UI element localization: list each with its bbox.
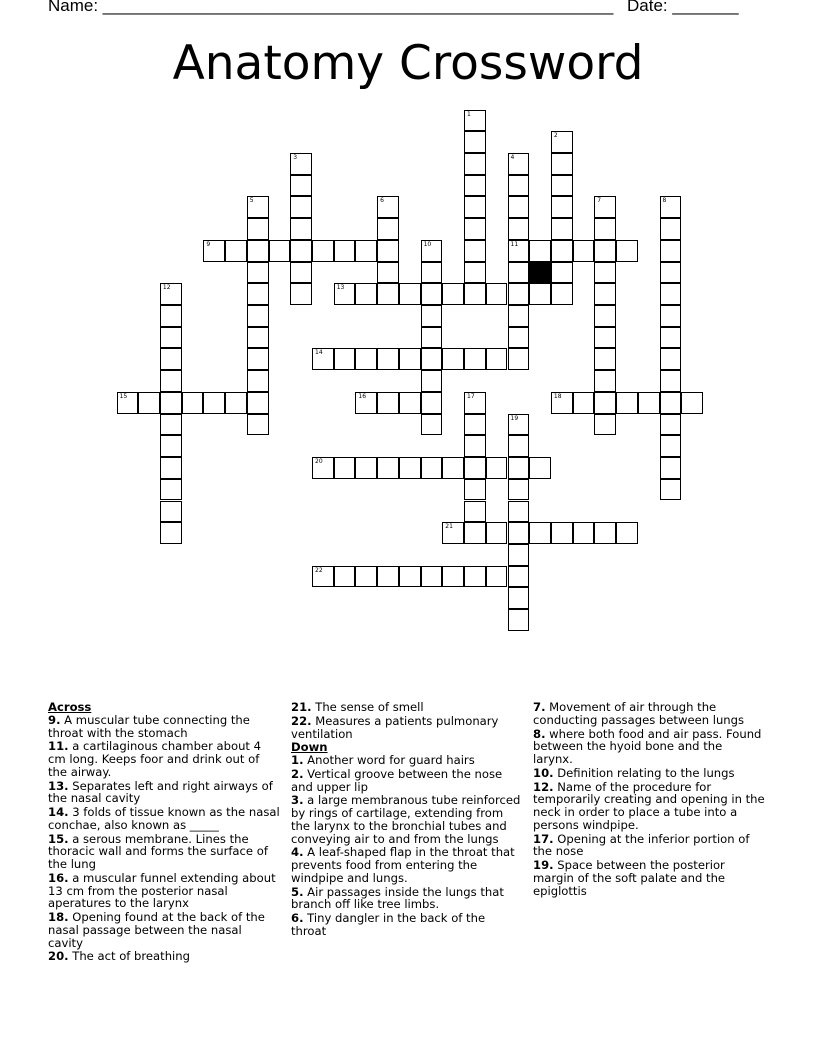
grid-square[interactable] — [594, 414, 616, 436]
grid-square[interactable] — [312, 348, 334, 370]
grid-square[interactable] — [203, 240, 225, 262]
grid-square[interactable] — [138, 392, 160, 414]
clue-item — [533, 781, 765, 832]
grid-square[interactable] — [594, 240, 616, 262]
grid-square[interactable] — [660, 305, 682, 327]
clue-item — [291, 701, 523, 714]
clue-item — [533, 859, 765, 897]
clue-number: 19. — [533, 858, 554, 872]
grid-square[interactable] — [421, 348, 443, 370]
grid-square[interactable] — [508, 587, 530, 609]
clue-text: Air passages inside the lungs that branch off like tree limbs. — [291, 884, 504, 912]
grid-square[interactable] — [660, 414, 682, 436]
clue-number: 3. — [291, 793, 304, 808]
grid-square[interactable] — [247, 218, 269, 240]
grid-square[interactable] — [290, 175, 312, 197]
clue-text: Vertical groove between the nose and upper lip — [291, 766, 503, 794]
grid-square[interactable] — [594, 218, 616, 240]
clue-text: Opening at the inferior portion of the nose — [533, 831, 750, 859]
grid-square[interactable] — [594, 522, 616, 544]
grid-square[interactable] — [160, 414, 182, 436]
grid-square[interactable] — [334, 283, 356, 305]
clue-column-2 — [291, 701, 523, 939]
grid-square[interactable] — [160, 457, 182, 479]
clue-item — [48, 911, 280, 949]
clue-item — [291, 846, 523, 884]
down-heading: Down — [291, 740, 328, 755]
clue-text: Name of the procedure for temporarily creating and opening in the neck in order to place a tube into a persons windpipe. — [533, 779, 765, 832]
clue-text: The act of breathing — [68, 949, 190, 964]
grid-square[interactable] — [464, 457, 486, 479]
grid-square[interactable] — [290, 153, 312, 175]
clue-number: 5. — [291, 884, 304, 899]
grid-square[interactable] — [508, 457, 530, 479]
clue-number: 11. — [48, 739, 69, 754]
grid-square[interactable] — [421, 370, 443, 392]
grid-square[interactable] — [377, 196, 399, 218]
clue-text: A leaf-shaped flap in the throat that prevents food from entering the windpipe and lungs. — [291, 845, 515, 885]
grid-square[interactable] — [508, 175, 530, 197]
grid-square[interactable] — [660, 218, 682, 240]
clue-text: a cartilaginous chamber about 4 cm long. Keeps foor and drink out of the airway. — [48, 739, 262, 779]
clue-number-label: 14 — [315, 349, 323, 357]
grid-square[interactable] — [551, 392, 573, 414]
grid-square[interactable] — [160, 522, 182, 544]
clue-number-label: 15 — [119, 392, 128, 400]
grid-square[interactable] — [660, 457, 682, 479]
grid-square[interactable] — [442, 348, 464, 370]
grid-square[interactable] — [160, 479, 182, 501]
grid-square[interactable] — [508, 283, 530, 305]
grid-square[interactable] — [355, 283, 377, 305]
grid-square[interactable] — [334, 348, 356, 370]
grid-square[interactable] — [464, 240, 486, 262]
clue-number-label: 8 — [662, 197, 667, 205]
grid-square[interactable] — [399, 283, 421, 305]
grid-square[interactable] — [442, 457, 464, 479]
clue-number: 16. — [48, 870, 69, 885]
grid-square[interactable] — [660, 348, 682, 370]
grid-square[interactable] — [508, 327, 530, 349]
grid-square[interactable] — [442, 522, 464, 544]
clue-number: 7. — [533, 700, 546, 714]
clue-item — [291, 768, 523, 794]
grid-square[interactable] — [508, 609, 530, 631]
clue-number-label: 7 — [597, 197, 602, 205]
clue-number-label: 6 — [380, 197, 384, 205]
grid-square[interactable] — [681, 392, 703, 414]
grid-square[interactable] — [508, 414, 530, 436]
grid-square[interactable] — [421, 327, 443, 349]
clue-text: where both food and air pass. Found between the hyoid bone and the larynx. — [533, 726, 762, 766]
grid-square[interactable] — [660, 435, 682, 457]
clue-number: 12. — [533, 779, 554, 794]
clue-number: 14. — [48, 805, 69, 819]
clue-text: 3 folds of tissue known as the nasal conchae, also known as _____ — [48, 805, 280, 832]
grid-square[interactable] — [486, 522, 508, 544]
grid-square[interactable] — [290, 262, 312, 284]
grid-square[interactable] — [334, 240, 356, 262]
grid-square[interactable] — [377, 348, 399, 370]
grid-square[interactable] — [290, 240, 312, 262]
grid-square[interactable] — [247, 327, 269, 349]
grid-square[interactable] — [486, 283, 508, 305]
grid-square[interactable] — [660, 240, 682, 262]
grid-square[interactable] — [551, 522, 573, 544]
clue-text: A muscular tube connecting the throat with the stomach — [48, 712, 250, 740]
grid-square[interactable] — [377, 262, 399, 284]
grid-square[interactable] — [508, 501, 530, 523]
grid-square[interactable] — [355, 392, 377, 414]
clue-item — [533, 833, 765, 859]
grid-square[interactable] — [442, 283, 464, 305]
grid-square[interactable] — [421, 566, 443, 588]
grid-square[interactable] — [464, 175, 486, 197]
clue-item — [48, 740, 280, 778]
clue-text: Measures a patients pulmonary ventilation — [291, 713, 499, 741]
grid-square[interactable] — [660, 392, 682, 414]
grid-square[interactable] — [464, 566, 486, 588]
clue-number: 4. — [291, 845, 304, 860]
grid-square[interactable] — [551, 131, 573, 153]
grid-square[interactable] — [290, 218, 312, 240]
grid-square[interactable] — [247, 414, 269, 436]
grid-square[interactable] — [464, 218, 486, 240]
grid-square[interactable] — [573, 392, 595, 414]
grid-square[interactable] — [247, 370, 269, 392]
grid-square[interactable] — [508, 348, 530, 370]
grid-square[interactable] — [616, 522, 638, 544]
clue-text: The sense of smell — [311, 700, 424, 714]
grid-square[interactable] — [160, 435, 182, 457]
grid-square[interactable] — [573, 522, 595, 544]
clue-number-label: 11 — [510, 240, 519, 248]
clue-item — [48, 780, 280, 806]
grid-square[interactable] — [355, 348, 377, 370]
clue-column-1 — [48, 701, 280, 964]
grid-square[interactable] — [312, 457, 334, 479]
grid-square[interactable] — [312, 240, 334, 262]
grid-square[interactable] — [464, 501, 486, 523]
name-field[interactable]: Name: ______________________________________________________ — [48, 0, 614, 15]
clue-number-label: 21 — [445, 523, 453, 531]
grid-square[interactable] — [594, 370, 616, 392]
grid-square[interactable] — [464, 153, 486, 175]
grid-square[interactable] — [464, 131, 486, 153]
clue-number-label: 22 — [315, 566, 323, 574]
grid-square[interactable] — [529, 283, 551, 305]
grid-square[interactable] — [117, 392, 139, 414]
clue-text: Space between the posterior margin of the soft palate and the epiglottis — [533, 858, 726, 898]
clue-number: 22. — [291, 713, 312, 728]
grid-square[interactable] — [247, 392, 269, 414]
grid-square[interactable] — [594, 196, 616, 218]
grid-square[interactable] — [203, 392, 225, 414]
grid-square[interactable] — [551, 262, 573, 284]
clue-number: 1. — [291, 753, 304, 767]
grid-square[interactable] — [660, 370, 682, 392]
grid-square[interactable] — [508, 305, 530, 327]
grid-square[interactable] — [508, 544, 530, 566]
grid-square[interactable] — [182, 392, 204, 414]
clue-item — [48, 714, 280, 740]
clue-number-label: 5 — [249, 197, 254, 205]
grid-square[interactable] — [594, 305, 616, 327]
grid-square[interactable] — [594, 327, 616, 349]
grid-square[interactable] — [247, 348, 269, 370]
grid-square[interactable] — [464, 414, 486, 436]
clue-number-label: 1 — [467, 110, 471, 118]
grid-square[interactable] — [464, 110, 486, 132]
grid-square[interactable] — [247, 283, 269, 305]
grid-square[interactable] — [247, 240, 269, 262]
grid-square[interactable] — [399, 457, 421, 479]
clue-column-3 — [533, 701, 765, 898]
clue-number-label: 16 — [358, 392, 367, 400]
grid-square[interactable] — [377, 283, 399, 305]
grid-square[interactable] — [594, 348, 616, 370]
grid-square[interactable] — [660, 327, 682, 349]
grid-square[interactable] — [290, 283, 312, 305]
date-field[interactable]: Date: _______ — [627, 0, 739, 15]
clue-number: 6. — [291, 911, 304, 925]
grid-square[interactable] — [377, 392, 399, 414]
clue-item — [533, 701, 765, 727]
grid-square[interactable] — [508, 522, 530, 544]
grid-square[interactable] — [421, 414, 443, 436]
grid-square[interactable] — [160, 283, 182, 305]
grid-square[interactable] — [529, 457, 551, 479]
grid-square[interactable] — [638, 392, 660, 414]
grid-square[interactable] — [225, 392, 247, 414]
grid-square[interactable] — [660, 283, 682, 305]
grid-square[interactable] — [464, 283, 486, 305]
grid-square[interactable] — [508, 566, 530, 588]
grid-square[interactable] — [464, 479, 486, 501]
grid-square[interactable] — [616, 392, 638, 414]
grid-square[interactable] — [660, 479, 682, 501]
grid-square[interactable] — [334, 566, 356, 588]
grid-square[interactable] — [486, 566, 508, 588]
grid-square[interactable] — [334, 457, 356, 479]
grid-square[interactable] — [464, 522, 486, 544]
grid-square[interactable] — [464, 262, 486, 284]
clue-number: 18. — [48, 910, 69, 924]
grid-square[interactable] — [508, 218, 530, 240]
grid-square[interactable] — [594, 283, 616, 305]
grid-square[interactable] — [399, 348, 421, 370]
grid-square[interactable] — [377, 566, 399, 588]
clue-text: Another word for guard hairs — [303, 753, 475, 767]
grid-square[interactable] — [464, 196, 486, 218]
clue-number: 17. — [533, 831, 554, 846]
clue-number-label: 20 — [315, 458, 323, 465]
grid-square[interactable] — [399, 566, 421, 588]
clue-item — [291, 794, 523, 845]
clue-item — [291, 754, 523, 767]
grid-square[interactable] — [594, 262, 616, 284]
grid-square[interactable] — [421, 457, 443, 479]
grid-square[interactable] — [551, 175, 573, 197]
grid-square[interactable] — [551, 240, 573, 262]
grid-square[interactable] — [660, 262, 682, 284]
grid-square[interactable] — [421, 305, 443, 327]
grid-square[interactable] — [573, 240, 595, 262]
clue-number: 13. — [48, 778, 69, 793]
grid-square[interactable] — [160, 501, 182, 523]
clue-number-label: 17 — [467, 392, 475, 400]
grid-square[interactable] — [508, 262, 530, 284]
clue-item — [291, 715, 523, 741]
grid-square[interactable] — [486, 348, 508, 370]
clue-number-label: 10 — [423, 240, 432, 248]
grid-square[interactable] — [486, 457, 508, 479]
across-heading: Across — [48, 700, 92, 714]
grid-square[interactable] — [377, 218, 399, 240]
clue-number-label: 12 — [162, 284, 171, 292]
grid-square[interactable] — [508, 435, 530, 457]
grid-square[interactable] — [160, 392, 182, 414]
grid-square[interactable] — [355, 240, 377, 262]
grid-square[interactable] — [421, 240, 443, 262]
clue-number-label: 2 — [553, 132, 558, 140]
clue-item — [533, 728, 765, 766]
grid-square[interactable] — [551, 283, 573, 305]
clue-text: Movement of air through the conducting passages between lungs — [533, 700, 745, 727]
grid-square[interactable] — [160, 327, 182, 349]
grid-square[interactable] — [464, 392, 486, 414]
clue-number-label: 4 — [510, 153, 515, 161]
grid-black-square — [529, 262, 551, 284]
grid-square[interactable] — [225, 240, 247, 262]
clue-number: 15. — [48, 831, 69, 846]
clue-text: Definition relating to the lungs — [553, 765, 735, 780]
clue-item — [48, 833, 280, 871]
grid-square[interactable] — [355, 457, 377, 479]
clue-text: a large membranous tube reinforced by rings of cartilage, extending from the larynx to the bronchial tubes and conveying air to and from the lungs — [291, 793, 521, 846]
clue-number-label: 3 — [293, 153, 298, 161]
grid-square[interactable] — [160, 348, 182, 370]
grid-square[interactable] — [421, 283, 443, 305]
clue-number-label: 18 — [553, 392, 562, 400]
grid-square[interactable] — [508, 240, 530, 262]
grid-square[interactable] — [269, 240, 291, 262]
clue-item — [48, 806, 280, 832]
grid-square[interactable] — [508, 479, 530, 501]
grid-square[interactable] — [160, 370, 182, 392]
grid-square[interactable] — [421, 392, 443, 414]
grid-square[interactable] — [660, 196, 682, 218]
grid-square[interactable] — [616, 240, 638, 262]
clue-text: Opening found at the back of the nasal passage between the nasal cavity — [48, 910, 265, 950]
grid-square[interactable] — [508, 196, 530, 218]
grid-square[interactable] — [442, 566, 464, 588]
grid-square[interactable] — [529, 240, 551, 262]
clue-number: 20. — [48, 949, 69, 964]
grid-square[interactable] — [464, 435, 486, 457]
grid-square[interactable] — [464, 348, 486, 370]
grid-square[interactable] — [160, 305, 182, 327]
grid-square[interactable] — [247, 305, 269, 327]
clue-number: 2. — [291, 766, 304, 781]
grid-square[interactable] — [529, 522, 551, 544]
clue-item — [48, 950, 280, 963]
clue-text: Separates left and right airways of the nasal cavity — [48, 778, 273, 806]
grid-square[interactable] — [377, 240, 399, 262]
grid-square[interactable] — [421, 262, 443, 284]
clue-text: Tiny dangler in the back of the throat — [291, 911, 486, 938]
clue-item — [291, 886, 523, 912]
grid-square[interactable] — [551, 218, 573, 240]
clue-text: a muscular funnel extending about 13 cm from the posterior nasal aperatures to the larynx — [48, 870, 276, 911]
grid-square[interactable] — [290, 196, 312, 218]
grid-square[interactable] — [247, 196, 269, 218]
clue-text: a serous membrane. Lines the thoracic wall and forms the surface of the lung — [48, 831, 268, 871]
clue-number-label: 13 — [336, 284, 345, 292]
page-title: Anatomy Crossword — [172, 36, 644, 91]
clue-number-label: 9 — [206, 240, 211, 248]
clue-item — [48, 872, 280, 910]
clue-item — [533, 767, 765, 780]
grid-square[interactable] — [312, 566, 334, 588]
grid-square[interactable] — [355, 566, 377, 588]
grid-square[interactable] — [377, 457, 399, 479]
grid-square[interactable] — [594, 392, 616, 414]
grid-square[interactable] — [551, 196, 573, 218]
clue-number: 21. — [291, 700, 312, 714]
clue-number: 8. — [533, 726, 546, 741]
clue-number-label: 19 — [510, 414, 519, 422]
grid-square[interactable] — [399, 392, 421, 414]
grid-square[interactable] — [247, 262, 269, 284]
clue-number: 9. — [48, 712, 61, 727]
grid-square[interactable] — [551, 153, 573, 175]
grid-square[interactable] — [508, 153, 530, 175]
clue-number: 10. — [533, 765, 554, 780]
clue-item — [291, 912, 523, 938]
